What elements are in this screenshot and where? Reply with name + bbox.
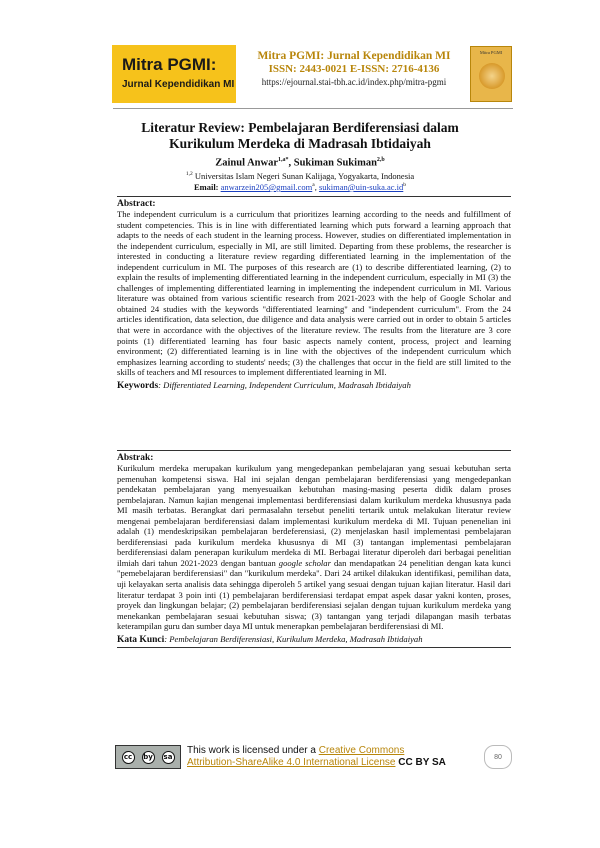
journal-url[interactable]: https://ejournal.stai-tbh.ac.id/index.php/mitra-pgmi [261,77,447,87]
author-2: Sukiman Sukiman [293,157,377,169]
sa-icon: sa [162,751,175,764]
abstract-id-body-part2: dan mendapatkan 24 penelitian dengan kata kunci "pemebelajaran berdiferensiasi" dan "kurikulum merdeka". Dari 24 artikel dilakukan identifikasi, pemilihan data, uji kelayakan serta analisis data sehingga diperoleh 5 artikel yang sesuai dengan tujuan kajian literatur. Hasil dari literatur terdapat 3 poin inti (1) pembelajaran berdiferensiasi terdapat empat aspek dasar yakni konten, proses, proyek dan lingkungan belajar; (2) pembelajaran berdiferensiasi sejalan dengan tujuan kurikulum merdeka yang menekankan pembelajaran sesuai kebutuhan siswa; (3) tantangan yang terjadi dilapangan masih terbatas keterampilan guru dan sumber daya MI untuk menerapkan pembelajaran berdiferensiasi di MI. [117,557,511,632]
abstract-id-body [117,463,511,632]
license-footer [115,745,515,771]
license-link-2[interactable]: Attribution-ShareAlike 4.0 International License [187,757,396,768]
cc-license-badge[interactable] [115,745,181,769]
email-1-sup: a [312,182,315,189]
logo-subtitle: Jurnal Kependidikan MI [122,79,235,90]
logo-title: Mitra PGMI: [122,55,217,74]
title-line-1: Literatur Review: Pembelajaran Berdiferensiasi dalam [141,120,459,135]
abstract-en-heading: Abstract: [117,199,156,209]
by-icon: by [142,751,155,764]
journal-header [238,50,470,87]
abstract-id-section [117,450,511,648]
cover-title: Mitra PGMI [479,50,503,55]
email-label: Email: [193,182,219,192]
author-2-sup: 2,b [376,157,385,163]
cc-icon: cc [122,751,135,764]
keywords-en-text: : Differentiated Learning, Independent Curriculum, Madrasah Ibtidaiyah [158,379,411,390]
keywords-id [117,634,511,645]
abstract-id-heading: Abstrak: [117,453,154,463]
keywords-id-label: Kata Kunci [117,634,165,645]
abstract-en-body: The independent curriculum is a curriculum that prioritizes learning according to the needs and fulfillment of student competencies. This is in line with differentiated learning which puts forward a learning approach that adapts to the needs of each student in the learning process. However, studies on differentiated implementation in the independent curriculum, especially in MI, are still limited. Departing from these problems, the researcher is interested in conducting a literature review regarding differentiated learning in the implementation of the independent curriculum in MI. The purposes of this research are (1) to describe differentiated learning, (2) to explain the results of implementing differentiated learning in the independent curriculum, especially in MI (3) the challenges of implementing differentiated learning in implementing the independent curriculum in MI. Various literature was obtained from various scientific research from 2021-2023 with the help of Google Scholar and obtained 24 studies with the keywords "differentiated learning" and "independent curriculum". From the 24 articles identification, data selection, due diligence and data analysis were carried out in order to obtain 5 articles that were in accordance with the objectives of the literature review. The results from the literature are 3 core points (1) differentiated learning has four basic aspects namely content, process, project and learning environment; (2) differentiated learning is in line with the objectives of the independent curriculum which emphasizes learning according to students' needs; (3) the challenges that occur in the field are still limited to the skills of teachers and MI resources to implement differentiated learning in MI. [117,209,511,378]
page-number: 80 [484,745,512,769]
author-1-sup: 1,a* [277,157,289,163]
keywords-id-text: : Pembelajaran Berdiferensiasi, Kurikulum Merdeka, Madrasah Ibtidaiyah [164,633,423,644]
email-link-2[interactable]: sukiman@uin-suka.ac.id [318,182,404,192]
abstract-id-body-part1: Kurikulum merdeka merupakan kurikulum yang mengedepankan pembelajaran yang sesuai kebutuhan serta pemenuhan kompetensi siswa. Hal ini sejalan dengan pembelajaran berdiferensiasi yang mengedepankan pendekatan pembelajaran yang menyesuaikan kebutuhan masing-masing peserta didik dalam proses pembelajaran. Namun kajian mengenai implementasi berdiferensiasi dalam kurikulum merdeka khususnya pada MI masih terbatas. Berangkat dari permasalahn tersebut peneliti tertarik untuk melakukan literatur review mengenai pembelajaran berdiferensiasi dalam implementasi kurikulum merdeka di MI. Tujuan penenelian ini adalah (1) mendeskripsikan pembelajaran berdeferensiasi, (2) menjelaskan hasil implementasi pembelajaran berdiferensiasi pada kurikulum merdeka khususnya di MI (3) tantangan implementasi pembelajaran berdiferensiasi dalam penerapan kurikulum merdeka di MI. Berbagai literatur diperoleh dari berbagai penelitian ilmiah dari tahun 2021-2023 dengan bantuan [117,463,511,568]
license-short: CC BY SA [395,757,446,768]
license-link-1[interactable]: Creative Commons [318,745,405,756]
email-2-sup: b [403,182,407,189]
abstract-id-body-italic: google scholar [278,557,331,568]
journal-logo [112,45,236,103]
header-divider [113,108,513,109]
affiliation [100,171,500,181]
email-link-1[interactable]: anwarzein205@gmail.com [220,182,313,192]
abstract-en-section [117,196,511,391]
affiliation-text: Universitas Islam Negeri Sunan Kalijaga, Yogyakarta, Indonesia [194,171,415,181]
keywords-en-label: Keywords [117,380,159,391]
journal-issn: ISSN: 2443-0021 E-ISSN: 2716-4136 [268,63,440,75]
license-text: This work is licensed under a [187,745,319,756]
authors: Zainul Anwar$^{1,a*}$, Sukiman Sukiman$^{2,b}$ [215,157,385,169]
cover-graphic [479,63,505,89]
title-line-2: Kurikulum Merdeka di Madrasah Ibtidaiyah [169,136,431,151]
keywords-en [117,380,511,391]
email-line: Email: anwarzein205@gmail.com$^a$, $sukiman@uin-suka.ac.id^b$ [193,182,407,192]
abstract-id-bottom-rule [117,647,511,648]
article-title [100,120,500,152]
abstract-id-rule [117,450,511,451]
journal-cover-thumbnail [470,46,512,102]
author-1: Zainul Anwar [215,157,278,169]
license-line-1 [187,745,404,756]
abstract-en-rule [117,196,511,197]
affil-sup: 1,2 [185,171,193,178]
license-line-2 [187,757,446,768]
journal-name: Mitra PGMI: Jurnal Kependidikan MI [257,50,451,62]
